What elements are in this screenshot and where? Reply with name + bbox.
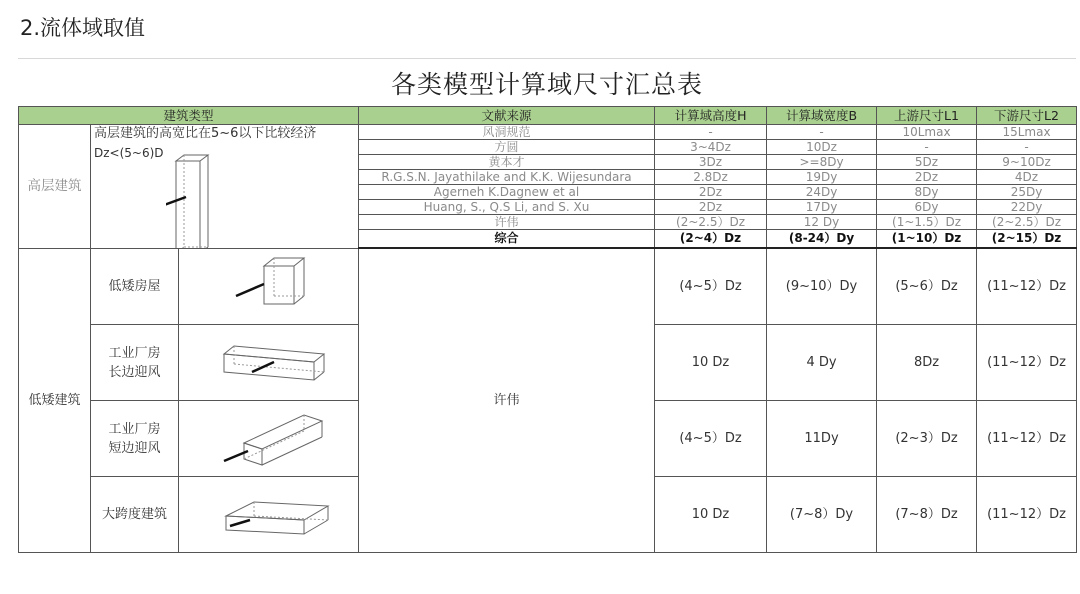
header-downstream: 下游尺寸L2 [977,107,1077,125]
upstream-cell: 2Dz [877,170,977,185]
source-cell: 方圆 [359,140,655,155]
height-cell: 3Dz [655,155,767,170]
upstream-cell: 5Dz [877,155,977,170]
high-rise-ratio: Dz<(5~6)D [94,146,164,160]
height-cell: 2.8Dz [655,170,767,185]
low-rise-illustration [179,401,359,477]
header-upstream: 上游尺寸L1 [877,107,977,125]
downstream-cell: 9~10Dz [977,155,1077,170]
low-rise-label: 低矮房屋 [91,248,179,325]
downstream-cell: 4Dz [977,170,1077,185]
table-row [19,125,1077,140]
downstream-cell: (11~12）Dz [977,401,1077,477]
factory-short-side-sketch-icon [204,409,334,469]
width-cell: 4 Dy [767,325,877,401]
header-height: 计算域高度H [655,107,767,125]
width-cell: 12 Dy [767,215,877,230]
width-cell: 17Dy [767,200,877,215]
upstream-cell: - [877,140,977,155]
upstream-cell: 8Dz [877,325,977,401]
downstream-cell: (2~2.5）Dz [977,215,1077,230]
width-cell: 10Dz [767,140,877,155]
height-cell: (4~5）Dz [655,401,767,477]
source-cell: R.G.S.N. Jayathilake and K.K. Wijesundara [359,170,655,185]
high-rise-note: 高层建筑的高宽比在5~6以下比较经济 [94,126,317,141]
height-cell: - [655,125,767,140]
domain-size-table [18,106,1077,553]
section-heading: 2.流体域取值 [20,16,146,40]
low-rise-source: 许伟 [359,248,655,553]
table-title: 各类模型计算域尺寸汇总表 [390,70,703,99]
source-cell: 许伟 [359,215,655,230]
summary-downstream: (2~15）Dz [977,230,1077,249]
downstream-cell: 15Lmax [977,125,1077,140]
height-cell: 2Dz [655,200,767,215]
table-row [19,248,1077,325]
source-cell: Agerneh K.Dagnew et al [359,185,655,200]
width-cell: 19Dy [767,170,877,185]
low-rise-illustration [179,248,359,325]
header-width: 计算域宽度B [767,107,877,125]
upstream-cell: (1~1.5）Dz [877,215,977,230]
source-cell: 黄本才 [359,155,655,170]
height-cell: 2Dz [655,185,767,200]
source-cell: Huang, S., Q.S Li, and S. Xu [359,200,655,215]
width-cell: (7~8）Dy [767,477,877,553]
summary-source: 综合 [359,230,655,249]
width-cell: (9~10）Dy [767,248,877,325]
source-cell: 风洞规范 [359,125,655,140]
width-cell: - [767,125,877,140]
summary-upstream: (1~10）Dz [877,230,977,249]
height-cell: (4~5）Dz [655,248,767,325]
header-building-type: 建筑类型 [19,107,359,125]
low-rise-label: 工业厂房 短边迎风 [91,401,179,477]
downstream-cell: (11~12）Dz [977,477,1077,553]
low-house-sketch-icon [214,256,324,316]
height-cell: 10 Dz [655,325,767,401]
tall-building-sketch-icon [166,153,226,248]
header-source: 文献来源 [359,107,655,125]
summary-width: (8-24）Dy [767,230,877,249]
factory-long-side-sketch-icon [204,338,334,388]
downstream-cell: (11~12）Dz [977,325,1077,401]
low-rise-label: 工业厂房 长边迎风 [91,325,179,401]
height-cell: (2~2.5）Dz [655,215,767,230]
summary-sheet [18,58,1076,591]
upstream-cell: 10Lmax [877,125,977,140]
upstream-cell: 8Dy [877,185,977,200]
upstream-cell: (5~6）Dz [877,248,977,325]
header-row [19,107,1077,125]
large-span-sketch-icon [204,490,334,540]
upstream-cell: 6Dy [877,200,977,215]
category-low-rise: 低矮建筑 [19,248,91,553]
width-cell: 11Dy [767,401,877,477]
downstream-cell: 22Dy [977,200,1077,215]
upstream-cell: (2~3）Dz [877,401,977,477]
downstream-cell: - [977,140,1077,155]
width-cell: 24Dy [767,185,877,200]
category-high-rise: 高层建筑 [19,125,91,249]
height-cell: 10 Dz [655,477,767,553]
width-cell: >=8Dy [767,155,877,170]
downstream-cell: (11~12）Dz [977,248,1077,325]
low-rise-illustration [179,325,359,401]
upstream-cell: (7~8）Dz [877,477,977,553]
low-rise-illustration [179,477,359,553]
height-cell: 3~4Dz [655,140,767,155]
summary-height: (2~4）Dz [655,230,767,249]
high-rise-illustration [91,125,359,249]
low-rise-label: 大跨度建筑 [91,477,179,553]
downstream-cell: 25Dy [977,185,1077,200]
